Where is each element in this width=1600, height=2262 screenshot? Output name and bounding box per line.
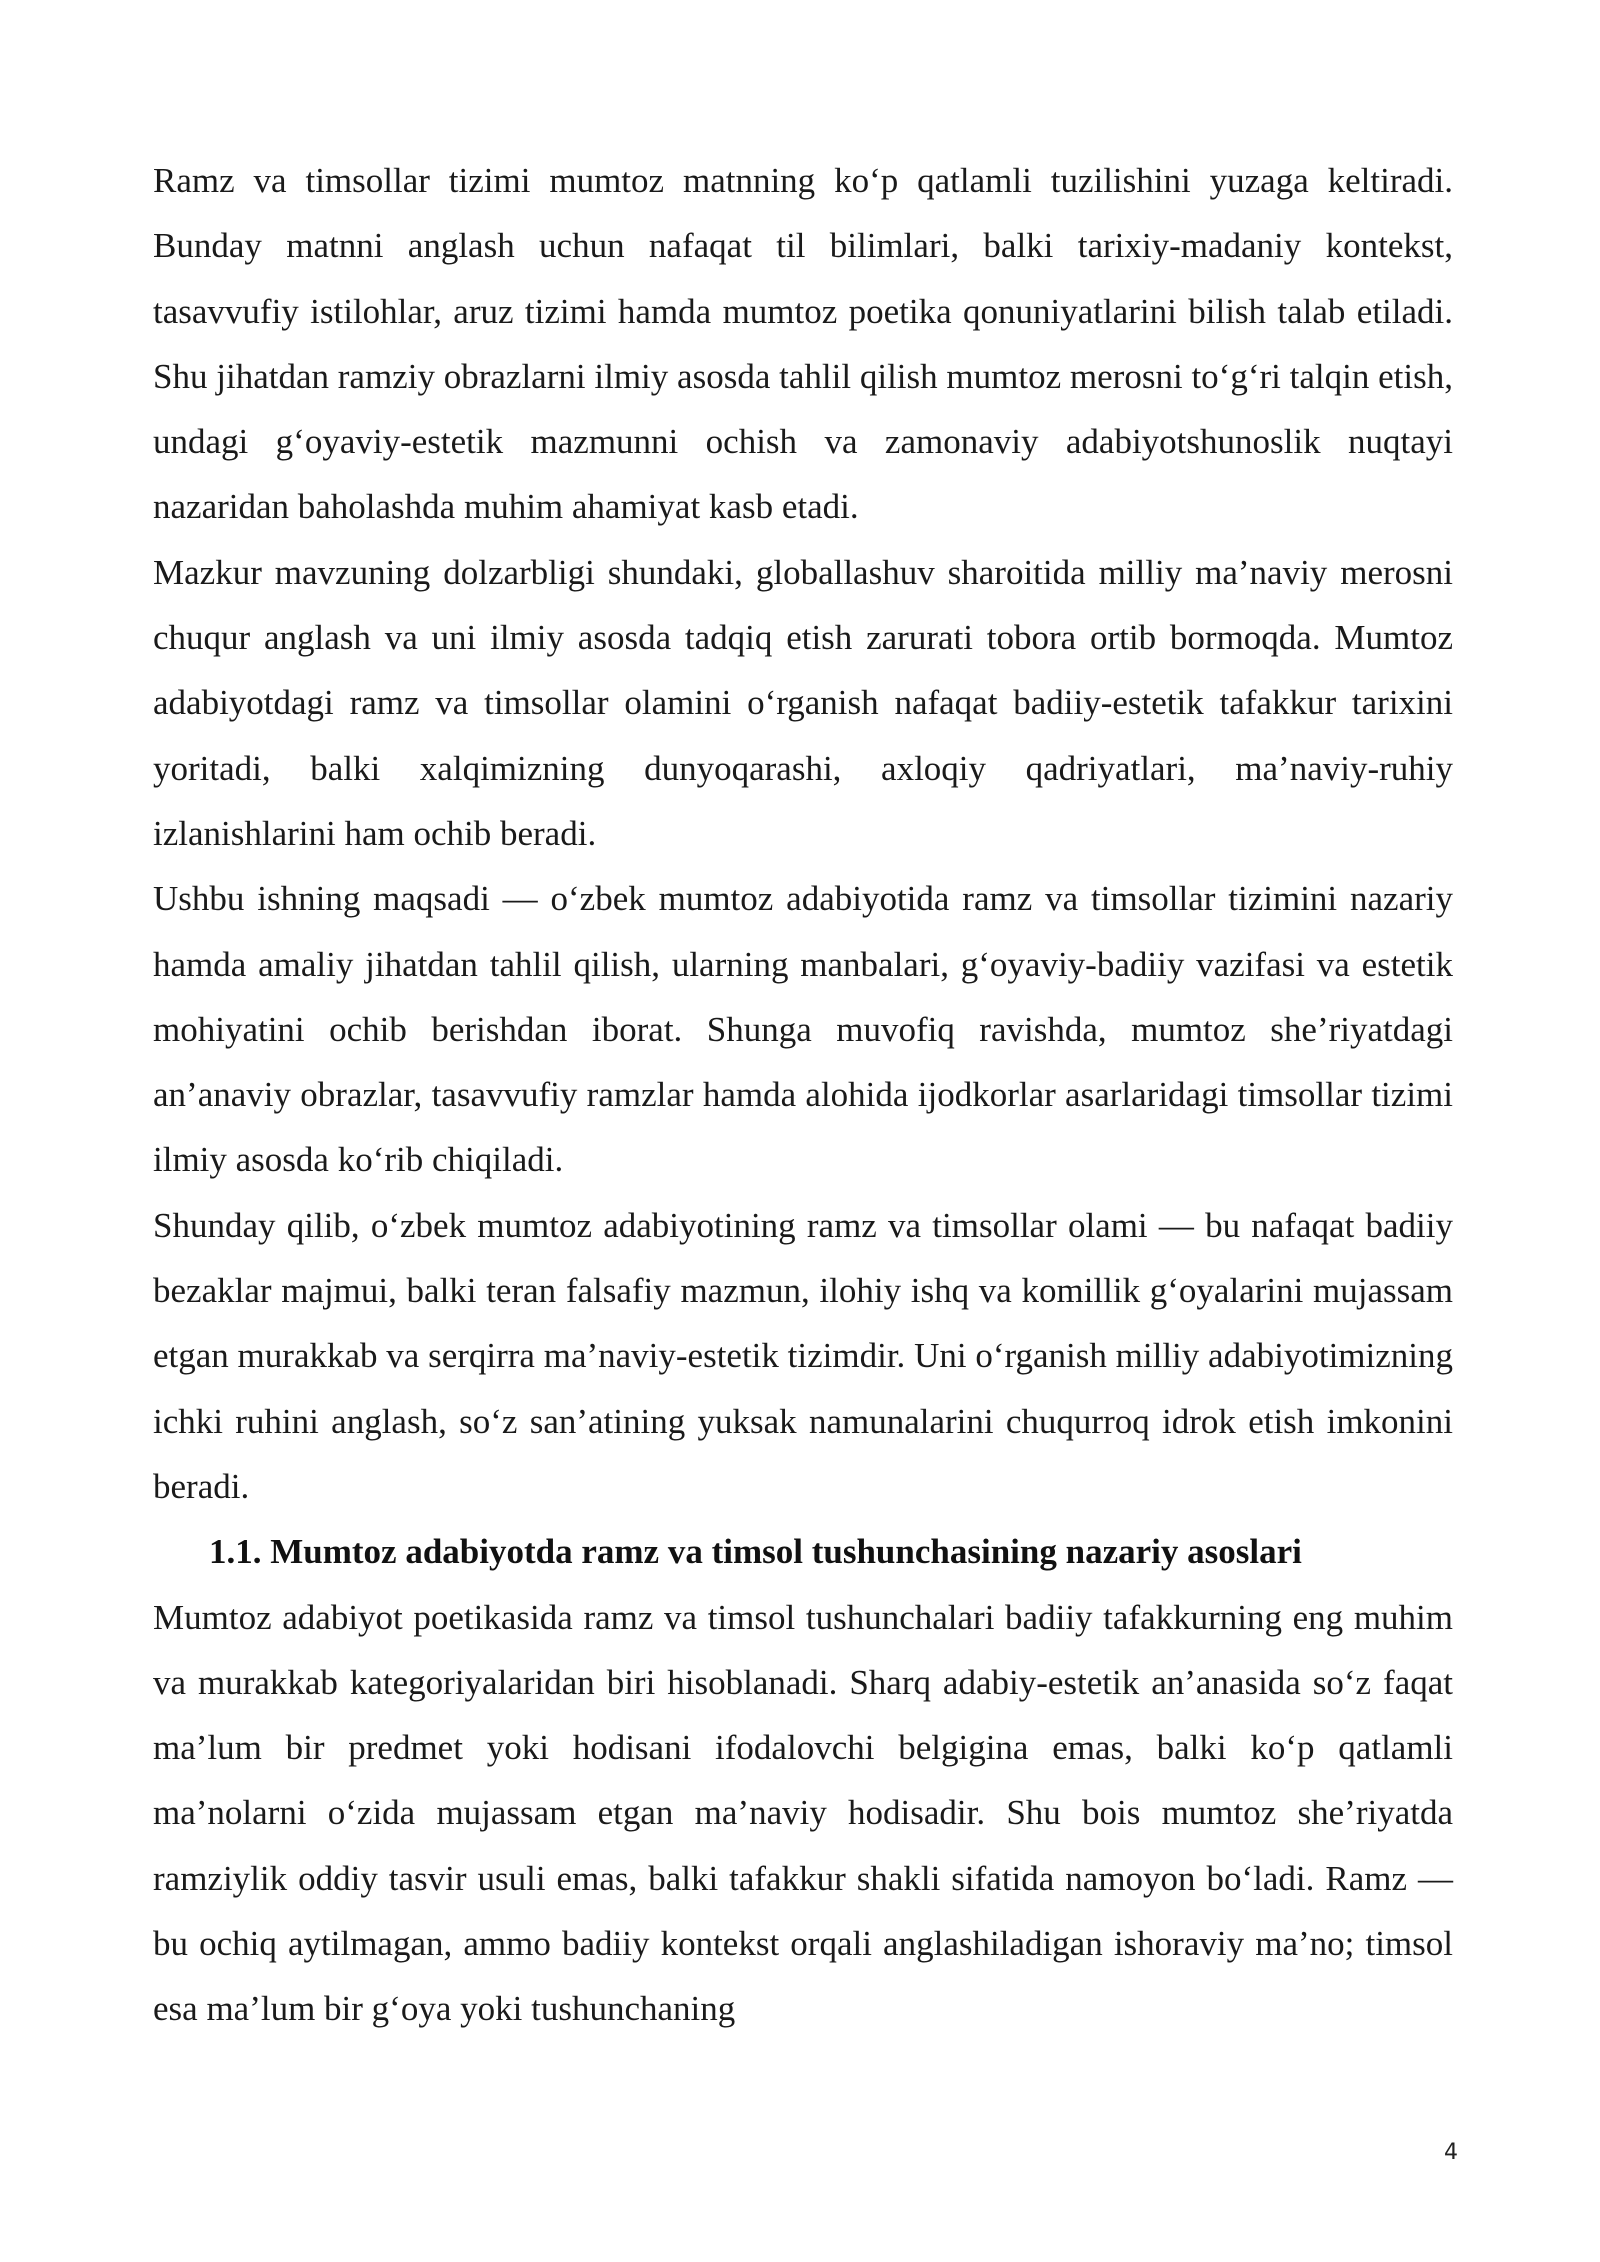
paragraph: Mazkur mavzuning dolzarbligi shundaki, globallashuv sharoitida milliy ma’naviy merosni chuqur anglash va uni ilmiy asosda tadqiq etish zarurati tobora ortib bormoqda. Mumtoz adabiyotdagi ramz va timsollar olamini o‘rganish nafaqat badiiy-estetik tafakkur tarixini yoritadi, balki xalqimizning dunyoqarashi, axloqiy qadriyatlari, ma’naviy-ruhiy izlanishlarini ham ochib beradi. <box>153 552 1453 853</box>
paragraph: Ushbu ishning maqsadi — o‘zbek mumtoz adabiyotida ramz va timsollar tizimini nazariy hamda amaliy jihatdan tahlil qilish, ularning manbalari, g‘oyaviy-badiiy vazifasi va estetik mohiyatini ochib berishdan iborat. Shunga muvofiq ravishda, mumtoz she’riyatdagi an’anaviy obrazlar, tasavvufiy ramzlar hamda alohida ijodkorlar asarlaridagi timsollar tizimi ilmiy asosda ko‘rib chiqiladi. <box>153 879 1453 1180</box>
paragraph: Mumtoz adabiyot poetikasida ramz va timsol tushunchalari badiiy tafakkurning eng muhim va murakkab kategoriyalaridan biri hisoblanadi. Sharq adabiy-estetik an’anasida so‘z faqat ma’lum bir predmet yoki hodisani ifodalovchi belgigina emas, balki ko‘p qatlamli ma’nolarni o‘zida mujassam etgan ma’naviy hodisadir. Shu bois mumtoz she’riyatda ramziylik oddiy tasvir usuli emas, balki tafakkur shakli sifatida namoyon bo‘ladi. Ramz — bu ochiq aytilmagan, ammo badiiy kontekst orqali anglashiladigan ishoraviy ma’no; timsol esa ma’lum bir g‘oya yoki tushunchaning <box>153 1597 1453 2029</box>
body-text <box>153 148 1453 2042</box>
page-number: 4 <box>1444 2140 1458 2165</box>
paragraph: Ramz va timsollar tizimi mumtoz matnning ko‘p qatlamli tuzilishini yuzaga keltiradi. Bunday matnni anglash uchun nafaqat til bilimlari, balki tarixiy-madaniy kontekst, tasavvufiy istilohlar, aruz tizimi hamda mumtoz poetika qonuniyatlarini bilish talab etiladi. Shu jihatdan ramziy obrazlarni ilmiy asosda tahlil qilish mumtoz merosni to‘g‘ri talqin etish, undagi g‘oyaviy-estetik mazmunni ochish va zamonaviy adabiyotshunoslik nuqtayi nazaridan baholashda muhim ahamiyat kasb etadi. <box>153 161 1453 527</box>
paragraph: Shunday qilib, o‘zbek mumtoz adabiyotining ramz va timsollar olami — bu nafaqat badiiy bezaklar majmui, balki teran falsafiy mazmun, ilohiy ishq va komillik g‘oyalarini mujassam etgan murakkab va serqirra ma’naviy-estetik tizimdir. Uni o‘rganish milliy adabiyotimizning ichki ruhini anglash, so‘z san’atining yuksak namunalarini chuqurroq idrok etish imkonini beradi. <box>153 1205 1453 1506</box>
section-heading: 1.1. Mumtoz adabiyotda ramz va timsol tushunchasining nazariy asoslari <box>209 1532 1302 1572</box>
